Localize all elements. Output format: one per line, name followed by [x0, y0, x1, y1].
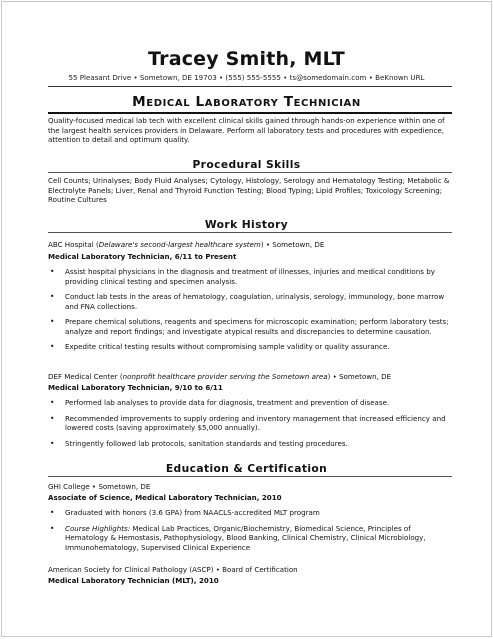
skills-heading: Procedural Skills [192, 158, 301, 171]
resume-headline: Medical Laboratory Technician [132, 94, 361, 110]
certification-title: Medical Laboratory Technician (MLT), 2010 [48, 576, 219, 585]
list-item: • Prepare chemical solutions, reagents and specimens for microscopic examination; perform laboratory tests; analyze and report findings; and investigate atypical results and discrepancies to determine causation. [50, 317, 449, 336]
bullet-icon: • [50, 523, 55, 533]
list-item: • Expedite critical testing results without compromising sample validity or quality assurance. [50, 342, 390, 351]
course-highlights-label: Course Highlights: [65, 523, 131, 533]
contact-info: 55 Pleasant Drive • Sometown, DE 19703 • (555) 555-5555 • ts@somedomain.com • BeKnown URL [68, 73, 425, 82]
employer-name: ABC Hospital ( [48, 240, 99, 249]
degree: Associate of Science, Medical Laboratory Technician, 2010 [48, 493, 282, 502]
list-item: • Performed lab analyses to provide data for diagnosis, treatment and prevention of disease. [50, 398, 390, 407]
list-item: • Graduated with honors (3.6 GPA) from NAACLS-accredited MLT program [50, 508, 320, 517]
list-item: • Conduct lab tests in the areas of hematology, coagulation, urinalysis, serology, immunology, bone marrow and FNA collections. [50, 292, 445, 311]
bullet-icon: • [50, 292, 55, 301]
employer-line [48, 240, 324, 249]
resume-page [1, 1, 492, 637]
job-bullets [48, 267, 452, 352]
bullet-icon: • [50, 267, 55, 276]
professional-summary: Quality-focused medical lab tech with excellent clinical skills gained through hands-on experience within one of the largest health services providers in Delaware. Perform all laboratory tests and procedures with expedience, attention to detail and optimum quality. [48, 116, 445, 145]
job-bullets [48, 398, 452, 448]
list-item: • Recommended improvements to supply ordering and inventory management that increased efficiency and lowered costs (saving approximately $5,000 annually). [50, 413, 446, 432]
headline-divider [48, 112, 452, 114]
employer-location: ) • Sometown, DE [327, 372, 392, 381]
employer-description: Delaware's second-largest healthcare system [98, 240, 261, 249]
bullet-icon: • [50, 342, 55, 351]
employer-name: DEF Medical Center ( [48, 372, 123, 381]
bullet-icon: • [50, 438, 55, 448]
education-bullets [48, 508, 452, 552]
list-item: • Course Highlights: Medical Lab Practices, Organic/Biochemistry, Biomedical Science, Principles of Hematology & Hemostasis, Pathophysiology, Blood Banking, Clinical Chemistry, Clinical Microbiology, Immunohematology, Supervised Clinical Experience [50, 523, 426, 552]
list-item: • Assist hospital physicians in the diagnosis and treatment of illnesses, injuries and medical conditions by providing clinical testing and specimen analysis. [50, 267, 435, 286]
bullet-icon: • [50, 317, 55, 326]
employer-description: nonprofit healthcare provider serving the Sometown area [122, 372, 328, 381]
work-divider [48, 232, 452, 233]
candidate-name: Tracey Smith, MLT [148, 48, 345, 70]
skills-divider [48, 172, 452, 173]
job-title: Medical Laboratory Technician, 6/11 to Present [48, 252, 237, 261]
education-divider [48, 476, 452, 477]
school-line: GHI College • Sometown, DE [48, 482, 151, 491]
list-item: • Stringently followed lab protocols, sanitation standards and testing procedures. [50, 438, 348, 448]
work-heading: Work History [204, 218, 289, 231]
bullet-icon: • [50, 508, 55, 517]
job-title: Medical Laboratory Technician, 9/10 to 6/11 [48, 383, 223, 392]
header-divider [48, 86, 452, 87]
employer-location: ) • Sometown, DE [260, 240, 325, 249]
bullet-icon: • [50, 398, 55, 407]
certification-org: American Society for Clinical Pathology (ASCP) • Board of Certification [48, 565, 298, 574]
education-heading: Education & Certification [165, 462, 328, 475]
bullet-icon: • [50, 413, 55, 423]
skills-text: Cell Counts; Urinalyses; Body Fluid Analyses; Cytology, Histology, Serology and Hematology Testing; Metabolic & Electrolyte Panels; Liver, Renal and Thyroid Function Testing; Blood Typing; Lipid Profiles; Toxicology Screening; Routine Cultures [48, 176, 450, 205]
employer-line [48, 372, 391, 381]
